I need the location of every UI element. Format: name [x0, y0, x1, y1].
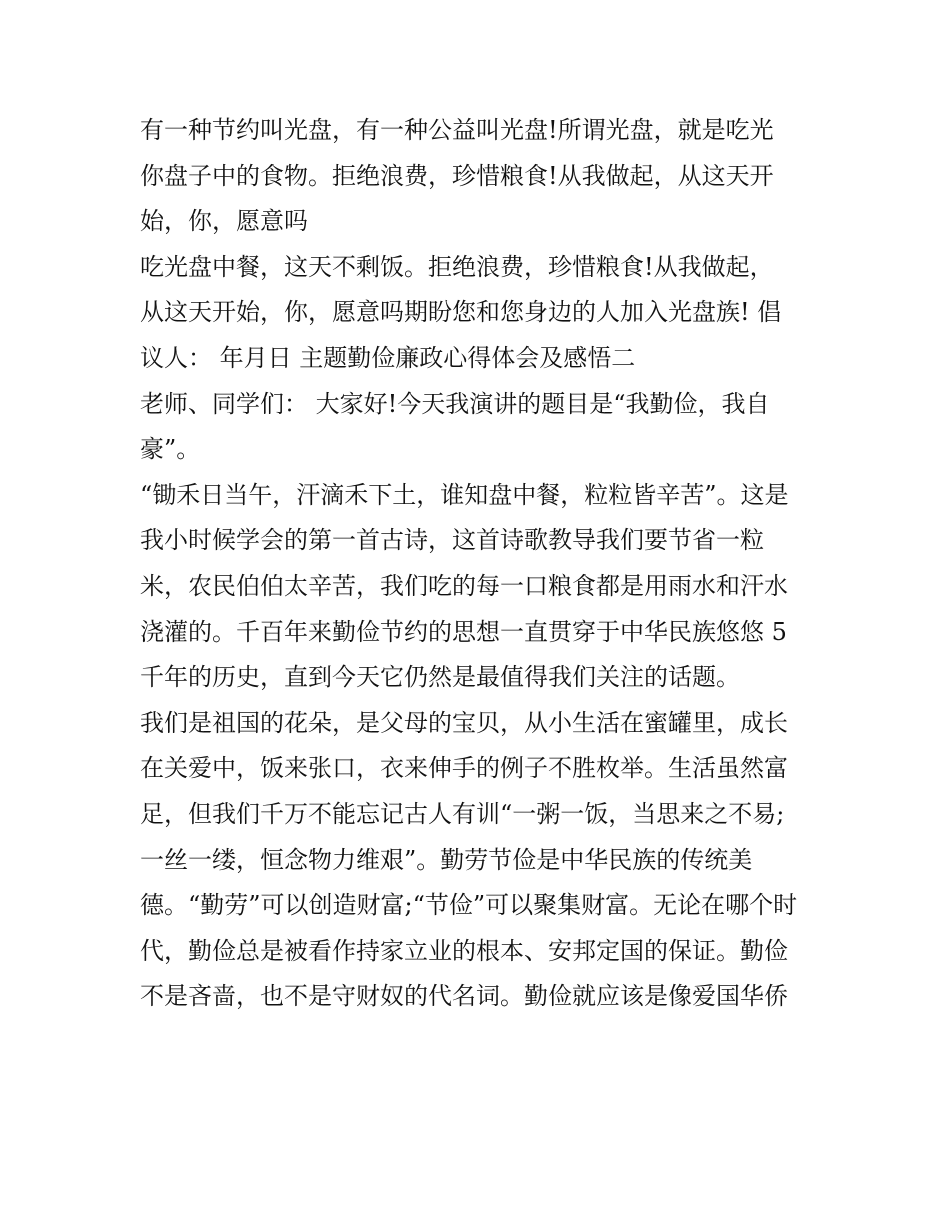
text-line: 议人： 年月日 主题勤俭廉政心得体会及感悟二 [140, 343, 636, 372]
text-line: 有一种节约叫光盘，有一种公益叫光盘!所谓光盘，就是吃光 [140, 116, 774, 144]
text-line: 德。“勤劳”可以创造财富;“节俭”可以聚集财富。无论在哪个时 [140, 891, 798, 920]
text-line: 我小时候学会的第一首古诗，这首诗歌教导我们要节省一粒 [140, 526, 764, 555]
text-line: 不是吝啬，也不是守财奴的代名词。勤俭就应该是像爱国华侨 [140, 982, 788, 1011]
text-line: 我们是祖国的花朵，是父母的宝贝，从小生活在蜜罐里，成长 [140, 708, 788, 737]
text-line: 在关爱中，饭来张口，衣来伸手的例子不胜枚举。生活虽然富 [140, 754, 788, 783]
text-line: 老师、同学们： 大家好!今天我演讲的题目是“我勤俭，我自 [140, 389, 770, 418]
text-line: 豪”。 [140, 435, 201, 464]
text-line: 足，但我们千万不能忘记古人有训“一粥一饭，当思来之不易; [140, 799, 785, 828]
text-line: 吃光盘中餐，这天不剩饭。拒绝浪费，珍惜粮食!从我做起， [140, 252, 774, 281]
body-text [140, 108, 820, 1020]
text-line: “锄禾日当午，汗滴禾下土，谁知盘中餐，粒粒皆辛苦”。这是 [140, 480, 789, 509]
text-line: 从这天开始，你，愿意吗期盼您和您身边的人加入光盘族! 倡 [140, 298, 782, 327]
text-line: 代，勤俭总是被看作持家立业的根本、安邦定国的保证。勤俭 [140, 936, 788, 965]
text-line: 米，农民伯伯太辛苦，我们吃的每一口粮食都是用雨水和汗水 [140, 571, 788, 600]
text-line: 一丝一缕，恒念物力维艰”。勤劳节俭是中华民族的传统美 [140, 845, 753, 874]
text-line: 你盘子中的食物。拒绝浪费，珍惜粮食!从我做起，从这天开 [140, 161, 774, 190]
text-line: 千年的历史，直到今天它仍然是最值得我们关注的话题。 [140, 663, 740, 692]
text-line: 始，你，愿意吗 [140, 207, 308, 236]
text-line: 浇灌的。千百年来勤俭节约的思想一直贯穿于中华民族悠悠 5 [140, 617, 787, 646]
